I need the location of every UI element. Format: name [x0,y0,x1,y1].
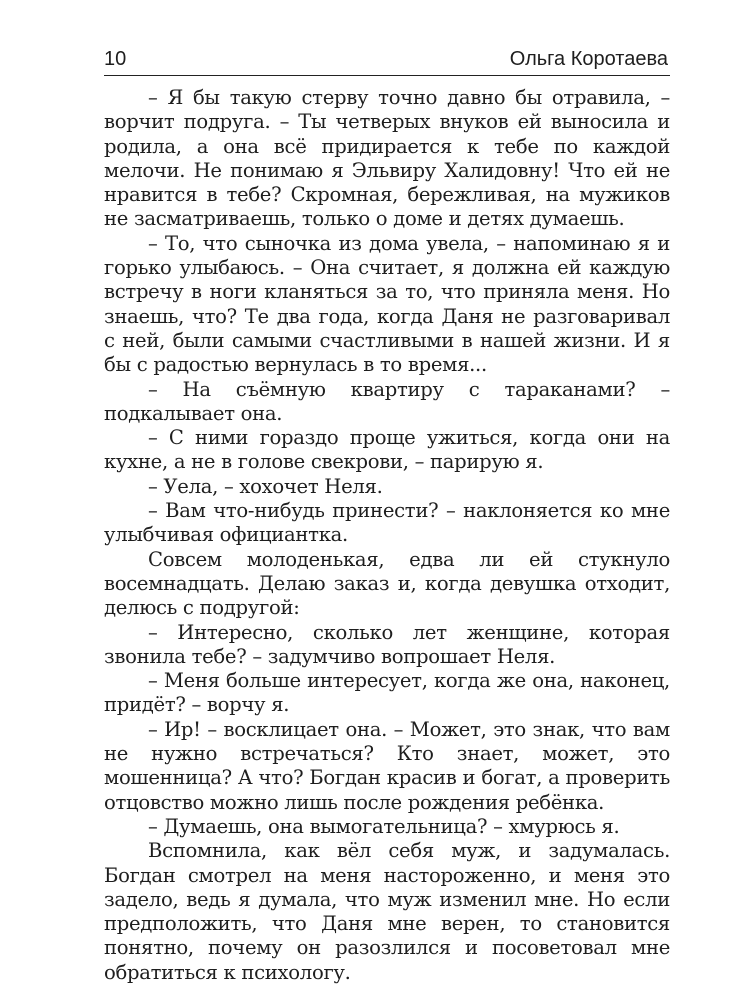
paragraph: – Меня больше интересует, когда же она, наконец, придёт? – ворчу я. [104,669,670,717]
author-name: Ольга Коротаева [509,48,668,70]
paragraph: – Вам что-нибудь принести? – наклоняется ко мне улыбчивая официантка. [104,499,670,547]
paragraph: – Уела, – хохочет Неля. [148,474,383,498]
paragraph: – С ними гораздо проще ужиться, когда они на кухне, а не в голове свекрови, – парирую я. [104,426,670,474]
running-header [104,44,670,76]
paragraph: – Ир! – восклицает она. – Может, это знак, что вам не нужно встречаться? Кто знает, может, это мошенница? А что? Богдан красив и богат, а проверить отцовство можно лишь после рождения ребёнка. [104,717,670,814]
paragraph: – То, что сыночка из дома увела, – напоминаю я и горько улыбаюсь. – Она считает, я должна ей каждую встречу в ноги кланяться за то, что приняла меня. Но знаешь, что? Те два года, когда Даня не разговаривал с ней, были самыми счастливыми в нашей жизни. И я бы с радостью вернулась в то время... [104,231,670,377]
paragraph: – Думаешь, она вымогательница? – хмурюсь я. [148,814,620,838]
paragraph: – На съёмную квартиру с тараканами? – подкалывает она. [104,377,670,425]
paragraph: Вспомнила, как вёл себя муж, и задумалась. Богдан смотрел на меня настороженно, и меня это задело, ведь я думала, что муж изменил мне. Но если предположить, что Даня мне верен, то становится понятно, почему он разозлился и посоветовал мне обратиться к психологу. [104,839,670,984]
body-text [104,86,670,985]
page-number: 10 [104,48,127,70]
paragraph: – Интересно, сколько лет женщине, которая звонила тебе? – задумчиво вопрошает Неля. [104,620,670,668]
paragraph: Совсем молоденькая, едва ли ей стукнуло восемнадцать. Делаю заказ и, когда девушка отходит, делюсь с подругой: [104,547,670,620]
header-rule [104,75,670,76]
paragraph: – Я бы такую стерву точно давно бы отравила, – ворчит подруга. – Ты четверых внуков ей выносила и родила, а она всё придирается к тебе по каждой мелочи. Не понимаю я Эльвиру Халидовну! Что ей не нравится в тебе? Скромная, бережливая, на мужиков не засматриваешь, только о доме и детях думаешь. [104,86,670,231]
